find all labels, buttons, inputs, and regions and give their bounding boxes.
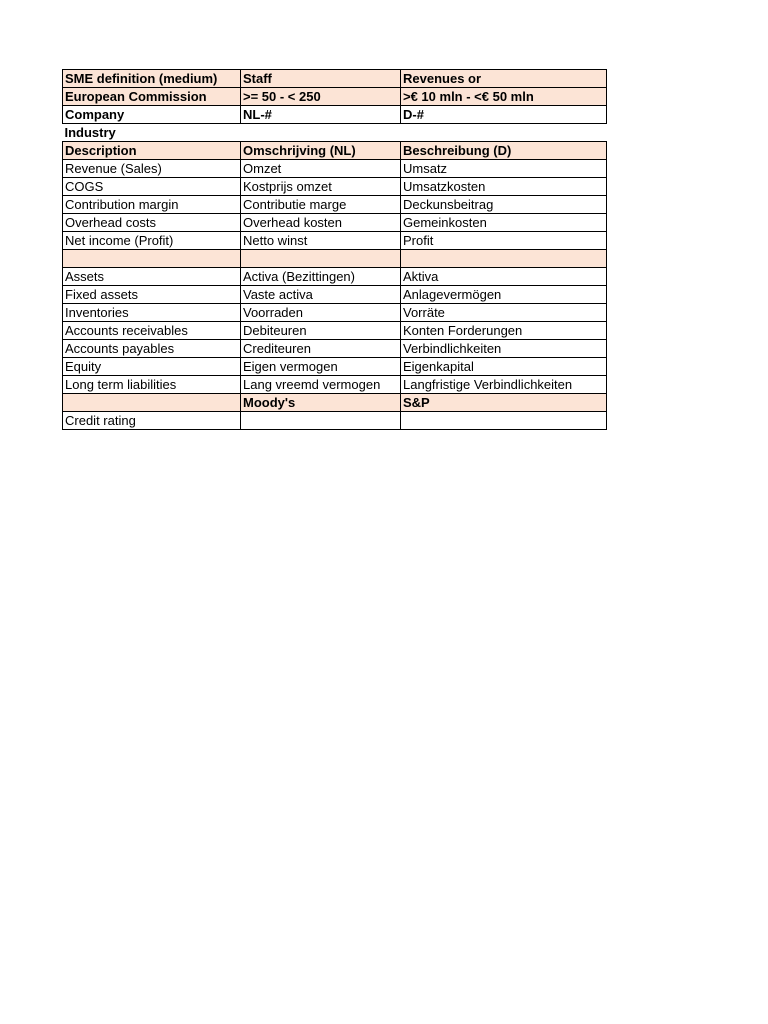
cell[interactable]: Deckunsbeitrag xyxy=(401,196,607,214)
cell[interactable]: COGS xyxy=(63,178,241,196)
cell[interactable] xyxy=(401,412,607,430)
company-row xyxy=(63,106,607,124)
table-row xyxy=(63,214,607,232)
cell[interactable]: European Commission xyxy=(63,88,241,106)
cell[interactable]: Revenues or xyxy=(401,70,607,88)
column-header-sp[interactable]: S&P xyxy=(401,394,607,412)
column-header[interactable]: Beschreibung (D) xyxy=(401,142,607,160)
table-row xyxy=(63,376,607,394)
cell[interactable] xyxy=(241,250,401,268)
cell[interactable]: >= 50 - < 250 xyxy=(241,88,401,106)
cell[interactable]: Contribution margin xyxy=(63,196,241,214)
cell[interactable]: >€ 10 mln - <€ 50 mln xyxy=(401,88,607,106)
spreadsheet-sheet xyxy=(62,69,606,430)
cell[interactable]: Konten Forderungen xyxy=(401,322,607,340)
cell[interactable]: Lang vreemd vermogen xyxy=(241,376,401,394)
european-commission-row xyxy=(63,88,607,106)
cell[interactable] xyxy=(63,250,241,268)
table-row xyxy=(63,232,607,250)
cell[interactable]: Vorräte xyxy=(401,304,607,322)
cell[interactable]: Eigenkapital xyxy=(401,358,607,376)
table-row xyxy=(63,322,607,340)
rating-header-row xyxy=(63,394,607,412)
cell[interactable] xyxy=(241,124,401,142)
cell[interactable] xyxy=(401,124,607,142)
cell[interactable]: Accounts receivables xyxy=(63,322,241,340)
table-row xyxy=(63,340,607,358)
cell[interactable]: Contributie marge xyxy=(241,196,401,214)
column-header[interactable]: Omschrijving (NL) xyxy=(241,142,401,160)
cell[interactable]: Langfristige Verbindlichkeiten xyxy=(401,376,607,394)
cell[interactable]: Anlagevermögen xyxy=(401,286,607,304)
header-row xyxy=(63,142,607,160)
table-row xyxy=(63,304,607,322)
cell[interactable]: D-# xyxy=(401,106,607,124)
sme-definition-row xyxy=(63,70,607,88)
cell[interactable]: Accounts payables xyxy=(63,340,241,358)
cell[interactable]: Net income (Profit) xyxy=(63,232,241,250)
cell[interactable]: Activa (Bezittingen) xyxy=(241,268,401,286)
table-row xyxy=(63,196,607,214)
spacer-row xyxy=(63,250,607,268)
column-header[interactable]: Description xyxy=(63,142,241,160)
table-row xyxy=(63,286,607,304)
cell[interactable]: Fixed assets xyxy=(63,286,241,304)
cell[interactable]: Vaste activa xyxy=(241,286,401,304)
cell[interactable]: Long term liabilities xyxy=(63,376,241,394)
table-row xyxy=(63,160,607,178)
table-row xyxy=(63,358,607,376)
cell[interactable] xyxy=(63,394,241,412)
cell[interactable]: Staff xyxy=(241,70,401,88)
cell[interactable]: Omzet xyxy=(241,160,401,178)
sme-translation-table xyxy=(62,69,607,430)
cell[interactable]: Overhead costs xyxy=(63,214,241,232)
table-row xyxy=(63,178,607,196)
cell[interactable]: Verbindlichkeiten xyxy=(401,340,607,358)
cell[interactable]: Assets xyxy=(63,268,241,286)
credit-rating-row xyxy=(63,412,607,430)
cell[interactable]: Equity xyxy=(63,358,241,376)
cell[interactable]: Credit rating xyxy=(63,412,241,430)
cell[interactable]: Umsatz xyxy=(401,160,607,178)
cell[interactable]: Crediteuren xyxy=(241,340,401,358)
industry-row xyxy=(63,124,607,142)
cell[interactable]: Inventories xyxy=(63,304,241,322)
cell[interactable]: Gemeinkosten xyxy=(401,214,607,232)
cell[interactable]: Overhead kosten xyxy=(241,214,401,232)
cell[interactable]: Revenue (Sales) xyxy=(63,160,241,178)
column-header-moodys[interactable]: Moody's xyxy=(241,394,401,412)
cell[interactable]: Voorraden xyxy=(241,304,401,322)
cell[interactable]: NL-# xyxy=(241,106,401,124)
cell[interactable]: Kostprijs omzet xyxy=(241,178,401,196)
cell[interactable]: Debiteuren xyxy=(241,322,401,340)
cell[interactable] xyxy=(401,250,607,268)
industry-label[interactable]: Industry xyxy=(64,125,116,140)
table-row xyxy=(63,268,607,286)
cell[interactable]: SME definition (medium) xyxy=(63,70,241,88)
cell[interactable]: Umsatzkosten xyxy=(401,178,607,196)
cell[interactable]: Netto winst xyxy=(241,232,401,250)
cell[interactable]: Eigen vermogen xyxy=(241,358,401,376)
cell[interactable]: Profit xyxy=(401,232,607,250)
cell[interactable]: Company xyxy=(63,106,241,124)
cell[interactable]: Aktiva xyxy=(401,268,607,286)
cell[interactable] xyxy=(241,412,401,430)
